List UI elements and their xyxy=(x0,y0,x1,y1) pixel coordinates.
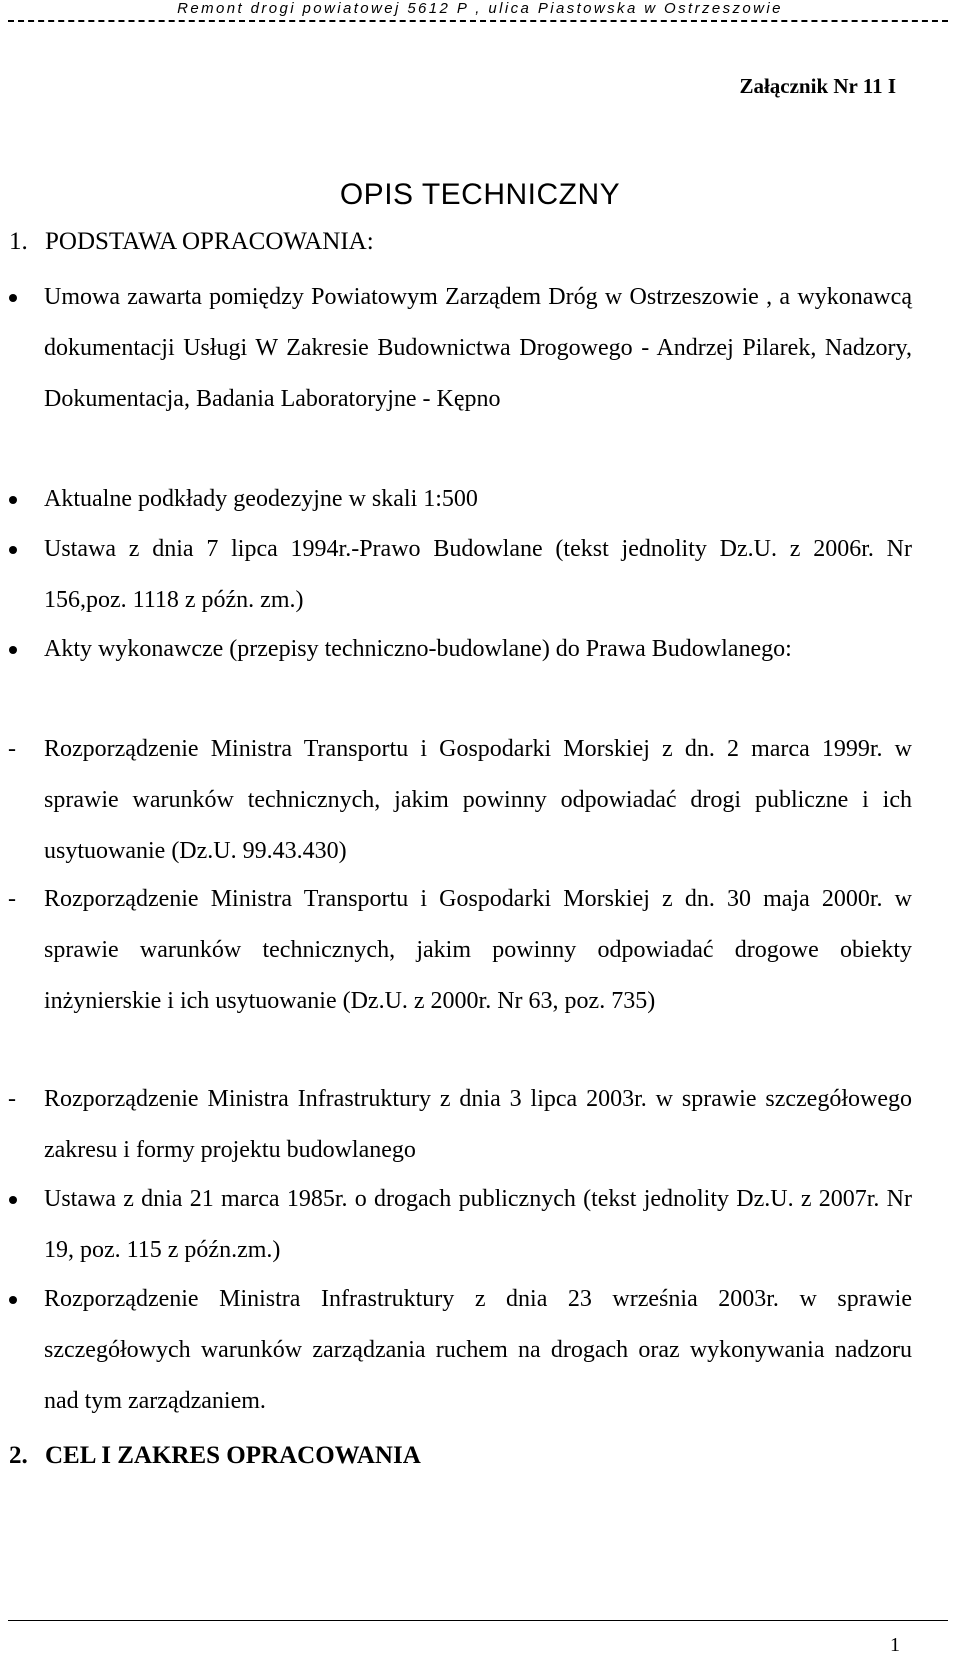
list-item-text: Ustawa z dnia 21 marca 1985r. o drogach publicznych (tekst jednolity Dz.U. z 2007r. Nr 19, poz. 115 z późn.zm.) xyxy=(44,1186,912,1263)
list-item-text: Rozporządzenie Ministra Transportu i Gospodarki Morskiej z dn. 30 maja 2000r. w sprawie warunków technicznych, jakim powinny odpowiadać drogowe obiekty inżynierskie i ich usytuowanie (Dz.U. z 2000r. Nr 63, poz. 735) xyxy=(44,886,912,1014)
list-item xyxy=(8,874,912,1027)
list-item-text: Rozporządzenie Ministra Infrastruktury z dnia 3 lipca 2003r. w sprawie szczegółowego zakresu i formy projektu budowlanego xyxy=(44,1086,912,1163)
footer-divider xyxy=(8,1620,948,1621)
dash-marker: - xyxy=(8,886,16,912)
list-item-text: Rozporządzenie Ministra Transportu i Gospodarki Morskiej z dn. 2 marca 1999r. w sprawie warunków technicznych, jakim powinny odpowiadać drogi publiczne i ich usytuowanie (Dz.U. 99.43.430) xyxy=(44,736,912,864)
header-divider xyxy=(8,20,948,22)
list-item xyxy=(44,524,912,626)
section-1-title: PODSTAWA OPRACOWANIA: xyxy=(45,228,374,255)
section-1-heading xyxy=(9,228,374,256)
list-item-text: Umowa zawarta pomiędzy Powiatowym Zarządem Dróg w Ostrzeszowie , a wykonawcą dokumentacji Usługi W Zakresie Budownictwa Drogowego - Andrzej Pilarek, Nadzory, Dokumentacja, Badania Laboratoryjne - Kępno xyxy=(44,284,912,412)
section-1-number: 1. xyxy=(9,228,28,255)
list-item xyxy=(44,1174,912,1276)
section-2-number: 2. xyxy=(9,1442,28,1469)
page-number: 1 xyxy=(890,1634,900,1656)
list-item-text: Ustawa z dnia 7 lipca 1994r.-Prawo Budowlane (tekst jednolity Dz.U. z 2006r. Nr 156,poz. 1118 z późn. zm.) xyxy=(44,536,912,613)
bullet-marker xyxy=(9,294,17,302)
list-item xyxy=(44,624,912,675)
section-2-heading xyxy=(9,1442,421,1470)
list-item xyxy=(44,1274,912,1427)
list-item-text: Akty wykonawcze (przepisy techniczno-budowlane) do Prawa Budowlanego: xyxy=(44,636,792,662)
list-item xyxy=(44,474,912,525)
list-item xyxy=(8,1074,912,1176)
list-item xyxy=(44,272,912,425)
document-title: OPIS TECHNICZNY xyxy=(339,178,621,211)
bullet-marker xyxy=(9,1196,17,1204)
list-item-text: Aktualne podkłady geodezyjne w skali 1:500 xyxy=(44,486,478,512)
annex-label: Załącznik Nr 11 I xyxy=(739,74,896,98)
dash-marker: - xyxy=(8,1086,16,1112)
bullet-marker xyxy=(9,646,17,654)
list-item xyxy=(8,724,912,877)
section-2-title: CEL I ZAKRES OPRACOWANIA xyxy=(45,1442,421,1469)
list-item-text: Rozporządzenie Ministra Infrastruktury z dnia 23 września 2003r. w sprawie szczegółowych warunków zarządzania ruchem na drogach oraz wykonywania nadzoru nad tym zarządzaniem. xyxy=(44,1286,912,1414)
bullet-marker xyxy=(9,496,17,504)
running-header: Remont drogi powiatowej 5612 P , ulica Piastowska w Ostrzeszowie xyxy=(177,0,783,17)
bullet-marker xyxy=(9,546,17,554)
bullet-marker xyxy=(9,1296,17,1304)
dash-marker: - xyxy=(8,736,16,762)
